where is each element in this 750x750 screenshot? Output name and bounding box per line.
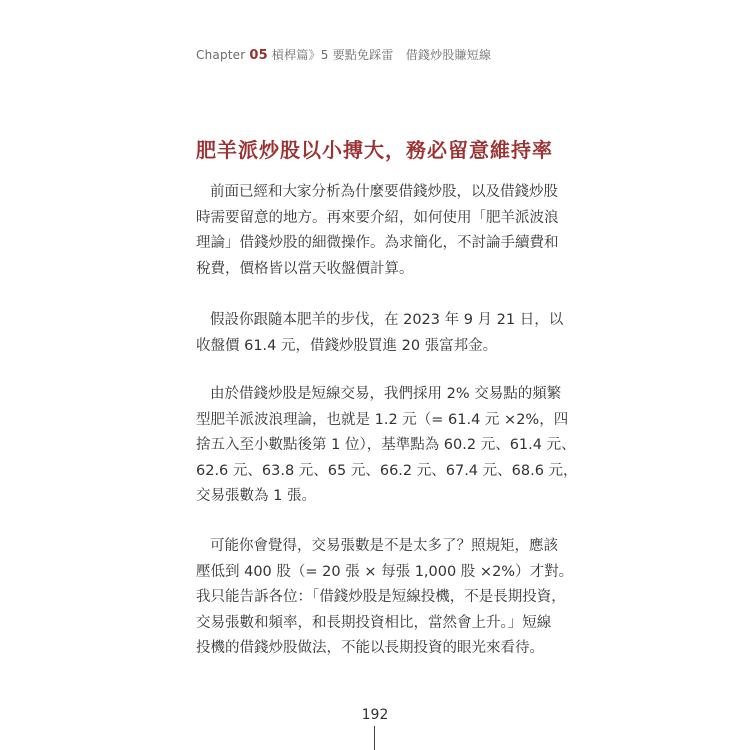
paragraph-1 <box>196 180 562 282</box>
paragraph-line: 交易張數為 1 張。 <box>196 488 316 504</box>
paragraph-line: 稅費，價格皆以當天收盤價計算。 <box>196 260 414 277</box>
paragraph-line: 收盤價 61.4 元，借錢炒股買進 20 張富邦金。 <box>196 337 498 354</box>
paragraph-line: 時需要留意的地方。再來要介紹，如何使用「肥羊派波浪 <box>196 209 559 226</box>
paragraph-line: 理論」借錢炒股的細微操作。為求簡化，不討論手續費和 <box>196 235 559 251</box>
page-number-rule <box>374 726 375 750</box>
section-heading: 肥羊派炒股以小搏大，務必留意維持率 <box>196 138 553 162</box>
section-title: 槓桿篇》5 要點免踩雷 借錢炒股賺短線 <box>271 48 492 62</box>
running-header <box>196 46 491 63</box>
paragraph-line: 假設你跟隨本肥羊的步伐，在 2023 年 9 月 21 日，以 <box>210 312 564 328</box>
paragraph-line: 62.6 元、63.8 元、65 元、66.2 元、67.4 元、68.6 元， <box>196 462 578 479</box>
paragraph-line: 前面已經和大家分析為什麼要借錢炒股，以及借錢炒股 <box>210 184 558 200</box>
paragraph-line: 我只能告訴各位：「借錢炒股是短線投機，不是長期投資， <box>196 589 566 605</box>
paragraph-2 <box>196 308 562 359</box>
paragraph-4 <box>196 534 574 662</box>
paragraph-line: 投機的借錢炒股做法，不能以長期投資的眼光來看待。 <box>196 640 544 656</box>
paragraph-line: 壓低到 400 股（= 20 張 × 每張 1,000 股 ×2%）才對。 <box>196 563 574 580</box>
page-number: 192 <box>361 707 389 723</box>
chapter-number: 05 <box>249 48 268 63</box>
chapter-label: Chapter <box>196 48 246 62</box>
paragraph-line: 交易張數和頻率，和長期投資相比，當然會上升。」短線 <box>196 614 552 631</box>
paragraph-line: 由於借錢炒股是短線交易，我們採用 2% 交易點的頻繁 <box>210 386 562 402</box>
paragraph-3 <box>196 382 578 510</box>
paragraph-line: 型肥羊派波浪理論，也就是 1.2 元（= 61.4 元 ×2%，四 <box>196 411 569 428</box>
paragraph-line: 捨五入至小數點後第 1 位），基準點為 60.2 元、61.4 元、 <box>196 437 576 453</box>
paragraph-line: 可能你會覺得，交易張數是不是太多了？照規矩，應該 <box>210 538 558 554</box>
